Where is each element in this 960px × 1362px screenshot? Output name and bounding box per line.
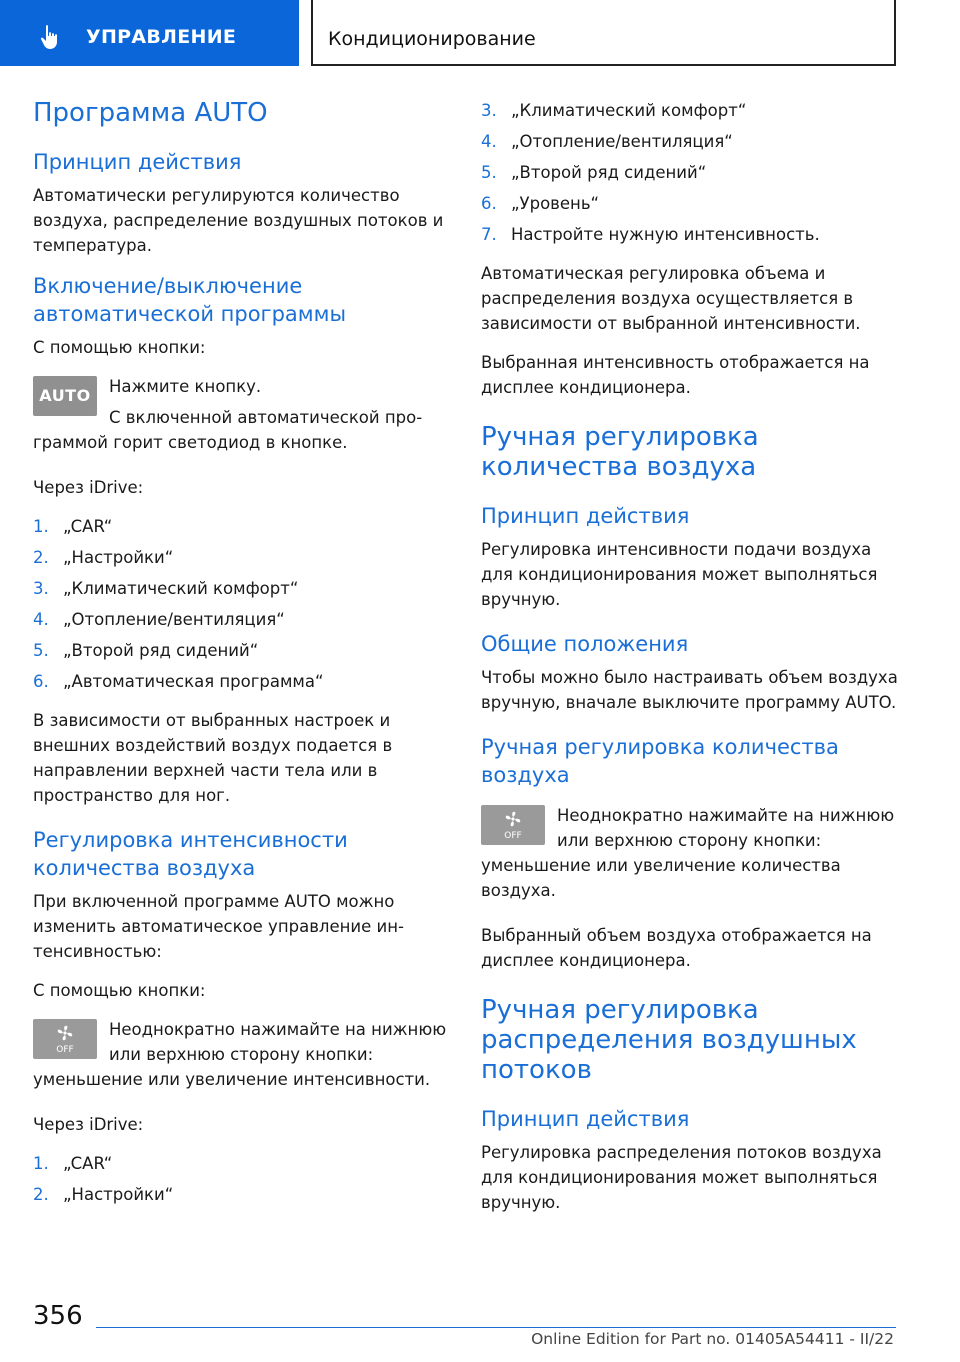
list-item [33, 514, 453, 539]
paragraph-press: Нажмите кнопку. [109, 377, 262, 396]
paragraph-press-repeat-right: Неоднократно нажимайте на нижнюю или верхнюю сторону кнопки: уменьшение или увеличение количества воздуха. [481, 806, 895, 900]
list-item-text: „Климатический комфорт“ [63, 579, 299, 598]
auto-button-image [33, 376, 97, 416]
list-item-text: „Второй ряд сидений“ [63, 641, 259, 660]
list-item-number: 5. [481, 163, 497, 182]
list-item [481, 160, 901, 185]
chapter-box [311, 0, 896, 66]
list-item-text: „Уровень“ [511, 194, 600, 213]
footer-edition: Online Edition for Part no. 01405A54411 - II/22 [531, 1330, 894, 1348]
list-item [33, 669, 453, 694]
paragraph-auto-regulation: Автоматическая регулировка объема и распределения воздуха осуществляется в зависимости от выбранной интенсивности. [481, 264, 861, 333]
list-item-number: 2. [33, 1185, 49, 1204]
paragraph-depending: В зависимости от выбранных настроек и внешних воздействий воздух подается в направлении верхней части тела или в пространство для ног. [33, 711, 393, 805]
fan-button-image-right [481, 805, 545, 845]
list-item-text: „Второй ряд сидений“ [511, 163, 707, 182]
fan-icon [503, 810, 523, 828]
list-item-number: 4. [33, 610, 49, 629]
list-item [481, 191, 901, 216]
heading-intensity: Регулировка интенсивности количества воздуха [33, 828, 348, 880]
paragraph-press-repeat: Неоднократно нажимайте на нижнюю или верхнюю сторону кнопки: уменьшение или увеличение интенсивности. [33, 1020, 447, 1089]
footer-divider [96, 1327, 896, 1328]
fan-button-block-right [481, 803, 901, 903]
page-header [0, 0, 960, 66]
heading-toggle-auto: Включение/выключение автоматической программы [33, 274, 347, 326]
list-item-text: „Отопление/вентиляция“ [63, 610, 285, 629]
heading-principle-right: Принцип действия [481, 504, 690, 528]
list-item-text: „Климатический комфорт“ [511, 101, 747, 120]
paragraph-with-button-2: С помощью кнопки: [33, 981, 206, 1000]
paragraph-displayed: Выбранная интенсивность отображается на дисплее кондиционера. [481, 353, 870, 397]
list-item [481, 222, 901, 247]
list-item-text: „CAR“ [63, 1154, 113, 1173]
list-item-text: Настройте нужную интенсивность. [511, 225, 820, 244]
heading-auto-program: Программа AUTO [33, 98, 268, 128]
heading-principle-right-2: Принцип действия [481, 1107, 690, 1131]
fan-off-label: OFF [504, 831, 522, 841]
list-item-text: „Настройки“ [63, 1185, 174, 1204]
steps-list-3 [481, 98, 901, 247]
list-item-number: 3. [33, 579, 49, 598]
section-tab [0, 0, 299, 66]
list-item [481, 98, 901, 123]
list-item [33, 1182, 453, 1207]
fan-button-image [33, 1019, 97, 1059]
steps-list-2 [33, 1151, 453, 1207]
list-item-text: „Настройки“ [63, 548, 174, 567]
fan-off-label: OFF [56, 1045, 74, 1055]
paragraph-principle-right-2: Регулировка распределения потоков воздуха для кондиционирования может выполняться вручную. [481, 1143, 882, 1212]
heading-principle: Принцип действия [33, 150, 242, 174]
list-item [33, 1151, 453, 1176]
paragraph-intensity: При включенной программе AUTO можно изменить автоматическое управление интенсивностью: [33, 892, 404, 961]
paragraph-with-button: С помощью кнопки: [33, 338, 206, 357]
paragraph-displayed-2: Выбранный объем воздуха отображается на дисплее кондиционера. [481, 926, 872, 970]
list-item-number: 1. [33, 1154, 49, 1173]
list-item-number: 2. [33, 548, 49, 567]
fan-icon [55, 1024, 75, 1042]
list-item [33, 607, 453, 632]
heading-manual-amount-2: Ручная регулировка количества воздуха [481, 735, 839, 787]
fan-button-block [33, 1017, 453, 1092]
paragraph-general: Чтобы можно было настраивать объем воздуха вручную, вначале выключите программу AUTO. [481, 668, 898, 712]
pointing-hand-icon [40, 24, 64, 50]
list-item-number: 1. [33, 517, 49, 536]
auto-button-block [33, 374, 453, 455]
list-item-number: 6. [481, 194, 497, 213]
chapter-title: Кондиционирование [328, 28, 536, 50]
auto-button-label: AUTO [39, 386, 91, 405]
list-item-number: 5. [33, 641, 49, 660]
paragraph-principle: Автоматически регулируются количество воздуха, распределение воздушных потоков и температура. [33, 186, 444, 255]
heading-manual-amount: Ручная регулировка количества воздуха [481, 422, 759, 482]
left-column [33, 98, 453, 1221]
paragraph-idrive: Через iDrive: [33, 478, 144, 497]
heading-distribution: Ручная регулировка распределения воздушных потоков [481, 995, 857, 1085]
list-item-number: 7. [481, 225, 497, 244]
paragraph-led: С включенной автоматической программой горит светодиод в кнопке. [33, 408, 423, 452]
list-item-number: 6. [33, 672, 49, 691]
list-item-text: „Отопление/вентиляция“ [511, 132, 733, 151]
paragraph-idrive-2: Через iDrive: [33, 1115, 144, 1134]
list-item [33, 638, 453, 663]
right-column [481, 98, 901, 1229]
paragraph-principle-right: Регулировка интенсивности подачи воздуха для кондиционирования может выполняться вручную. [481, 540, 878, 609]
section-label: УПРАВЛЕНИЕ [86, 26, 237, 48]
list-item-text: „CAR“ [63, 517, 113, 536]
list-item-number: 3. [481, 101, 497, 120]
list-item [33, 576, 453, 601]
list-item [33, 545, 453, 570]
steps-list-1 [33, 514, 453, 694]
page-number: 356 [33, 1301, 83, 1331]
list-item-text: „Автоматическая программа“ [63, 672, 324, 691]
heading-general: Общие положения [481, 632, 689, 656]
list-item-number: 4. [481, 132, 497, 151]
list-item [481, 129, 901, 154]
